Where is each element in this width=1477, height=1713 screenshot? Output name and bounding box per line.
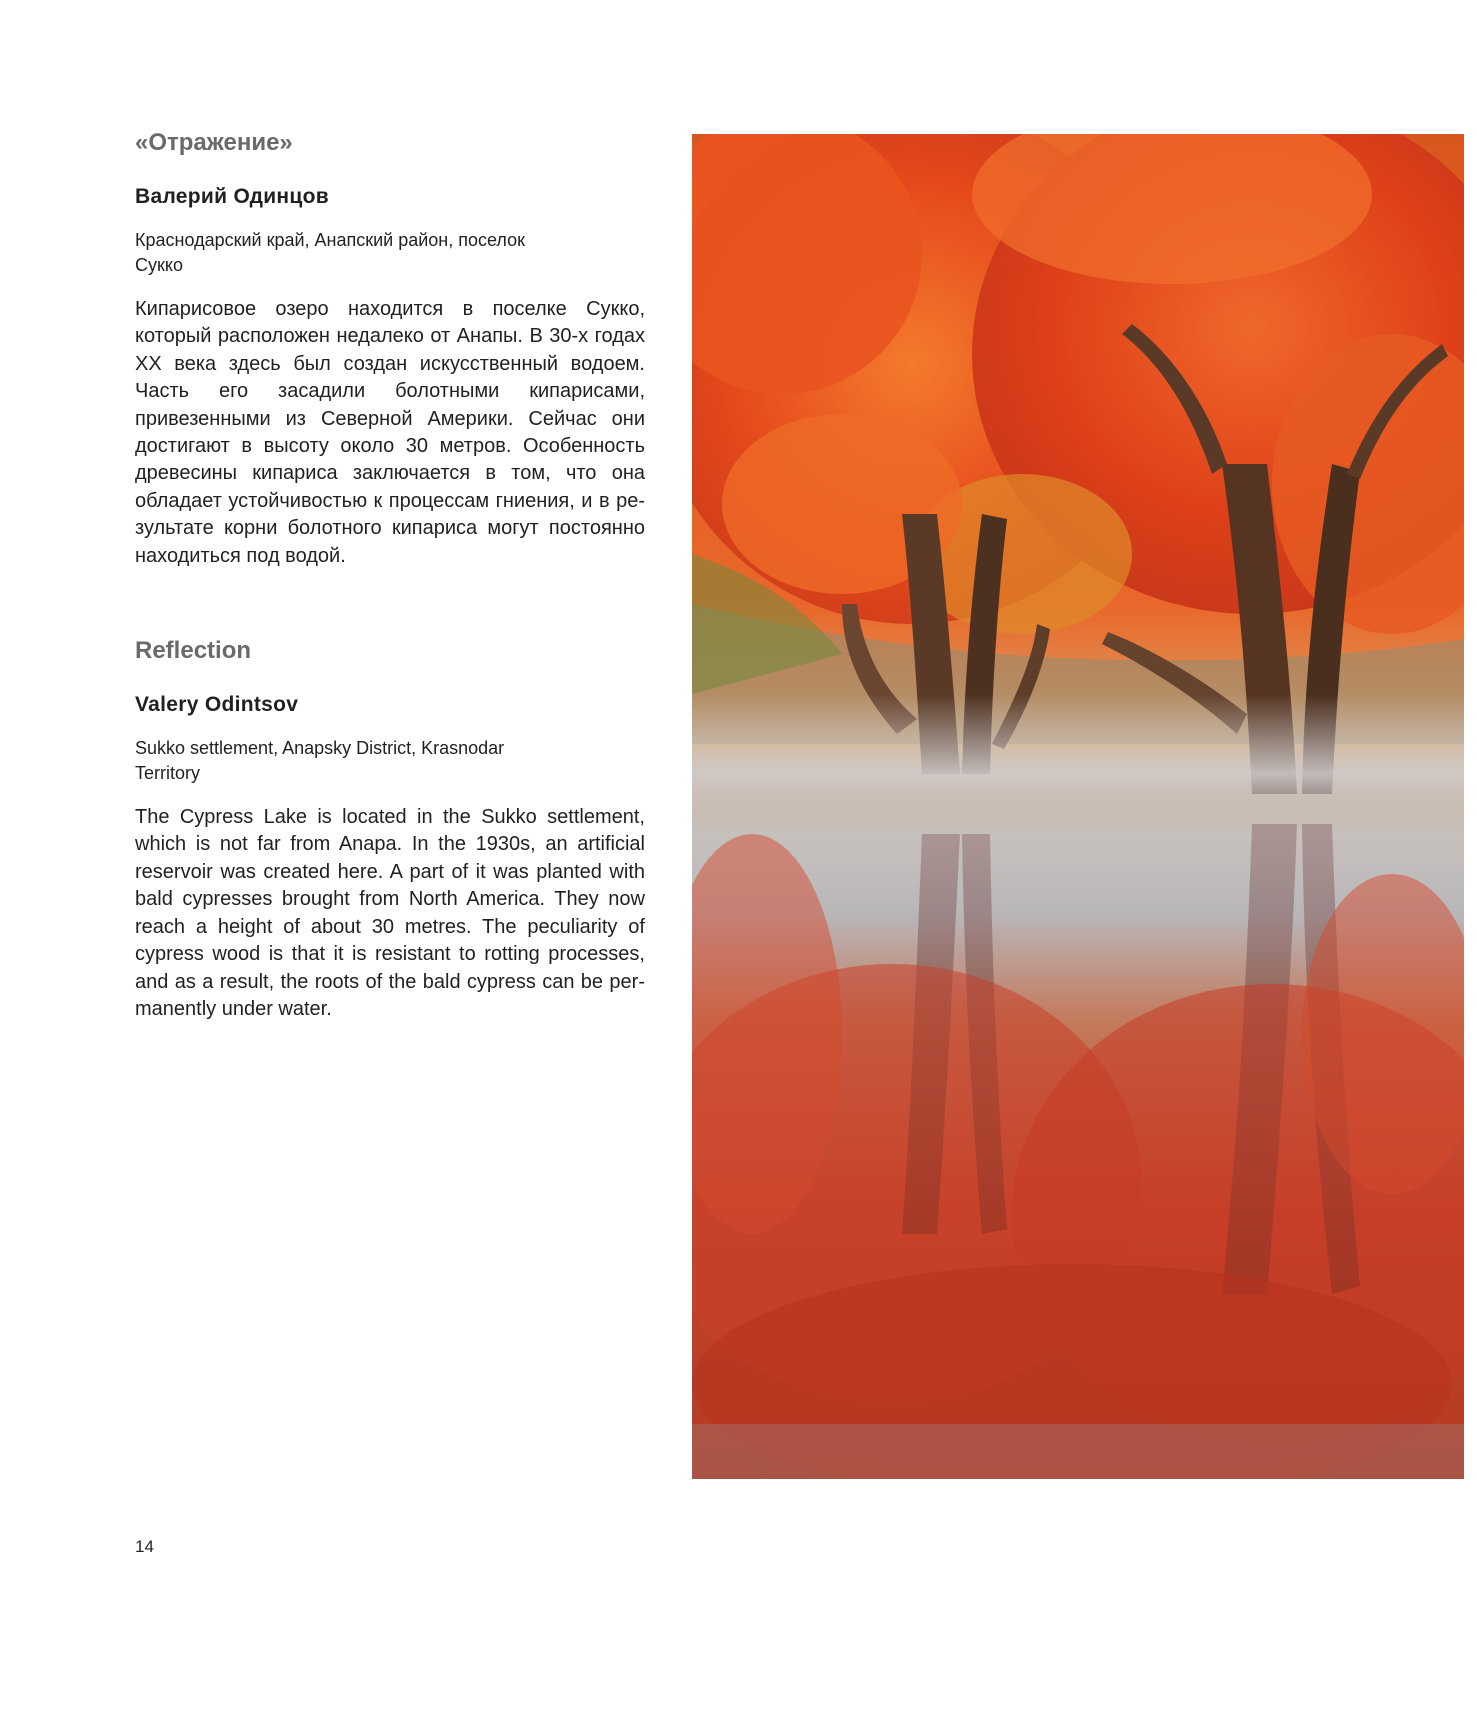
- cypress-reflection-photo: [692, 134, 1464, 1479]
- ru-title: «Отражение»: [135, 129, 293, 156]
- en-location: Sukko settlement, Anapsky District, Krasnodar Territory: [135, 738, 505, 784]
- ru-location: Краснодарский край, Анапский район, поселок Сукко: [135, 230, 526, 275]
- section-english: [135, 636, 645, 1023]
- en-description: The Cypress Lake is located in the Sukko settlement, which is not far from Anapa. In the 1930s, an artificial reservoir was created here. A part of it was planted with bald cypresses brought from North America. They now reach a height of about 30 metres. The peculiarity of cypress wood is that it is resistant to rotting processes, and as a result, the roots of the bald cypress can be permanently under water.: [135, 806, 645, 1020]
- text-column: [135, 128, 645, 1023]
- ru-author: Валерий Одинцов: [135, 185, 329, 208]
- en-title: Reflection: [135, 637, 252, 665]
- section-russian: [135, 128, 645, 570]
- photo-illustration: [692, 134, 1464, 1479]
- ru-description: Кипарисовое озеро находится в поселке Сукко, который расположен недалеко от Анапы. В 30-х годах XX века здесь был создан искусственный водоем. Часть его засадили болотными кипарисами, привезенными из Северной Америки. Сейчас они достигают в высоту около 30 метров. Особенность древесины кипариса заключается в том, что она обладает устойчивостью к процессам гниения, и в результате корни болотного кипариса могут постоянно находиться под водой.: [135, 298, 645, 567]
- page-number: 14: [135, 1537, 154, 1556]
- en-author: Valery Odintsov: [135, 693, 299, 717]
